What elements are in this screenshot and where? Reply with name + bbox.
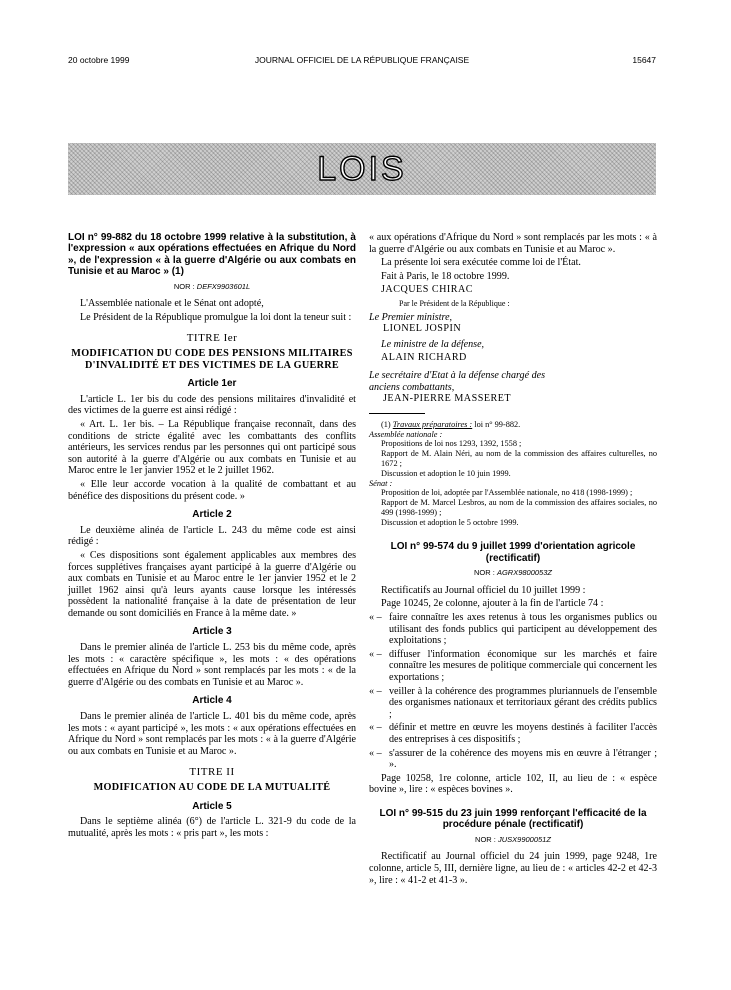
footnote-1-link[interactable]: Travaux préparatoires :: [392, 419, 473, 429]
law3-title: LOI n° 99-515 du 23 juin 1999 renforçant l'efficacité de la procédure pénale (rectificatif): [379, 807, 647, 831]
article-5-p1: Dans le septième alinéa (6°) de l'article L. 321-9 du code de la mutualité, après les mots : « pris part », les mots :: [68, 816, 356, 839]
law3-nor-label: NOR :: [475, 834, 496, 844]
law1-nor: [68, 281, 356, 293]
article-2-p2: « Ces dispositions sont également applicables aux membres des forces supplétives françaises ayant participé à la guerre d'Algérie ou aux combats en Tunisie et au Maroc entre le 1er janvier 1952 et le 2 juillet 1962 ainsi qu'à leurs ayants cause lorsque les intéressés possèdent la nationalité française à la date de présentation de leur demande ou sont domiciliés en France à la même date. »: [68, 549, 356, 619]
law2-p3: Page 10258, 1re colonne, article 102, II, au lieu de : « espèce bovine », lire : « espèces bovines ».: [369, 772, 657, 796]
signature-secretary-title: Le secrétaire d'Etat à la défense chargé des anciens combattants,: [369, 369, 546, 393]
titre-2-heading: MODIFICATION AU CODE DE LA MUTUALITÉ: [93, 782, 331, 793]
footnote-rule: [369, 413, 425, 414]
execution-clause: La présente loi sera exécutée comme loi de l'État.: [381, 257, 581, 269]
signature-par-label: Par le Président de la République :: [399, 298, 510, 308]
law2-nor-code: AGRX9800053Z: [496, 568, 552, 578]
law2-item-text: faire connaître les axes retenus à tous les organismes publics ou utilisant des fonds publics qui participent au développement des exploitations ;: [389, 612, 657, 647]
law1-title: LOI n° 99-882 du 18 octobre 1999 relative à la substitution, à l'expression « aux opérations effectuées en Afrique du Nord », de l'expression « à la guerre d'Algérie ou aux combats en Tunisie et au Maroc » (1): [68, 232, 356, 278]
signature-president: JACQUES CHIRAC: [381, 284, 473, 296]
law2-item-text: diffuser l'information économique sur les marchés et faire connaître les mesures de politique commerciale qui concernent les exportations ;: [389, 648, 657, 684]
signature-secretary-name: JEAN-PIERRE MASSERET: [383, 393, 512, 405]
law2-item-dash: « –: [369, 648, 382, 660]
footnote-1-rest: loi n° 99-882.: [474, 419, 521, 429]
signature-pm-name: LIONEL JOSPIN: [383, 323, 462, 335]
footnotes: [369, 420, 657, 528]
law1-nor-label: NOR :: [173, 281, 195, 291]
signature-defense-name: ALAIN RICHARD: [381, 352, 467, 364]
law3-nor-code: JUSX9900051Z: [497, 834, 551, 844]
law2-item: [369, 612, 657, 647]
law2-item: [369, 748, 657, 771]
footnote-senat-label: Sénat :: [369, 478, 393, 488]
footnote-senat-2: Rapport de M. Marcel Lesbros, au nom de la commission des affaires sociales, no 499 (1998-1999) ;: [381, 498, 657, 517]
titre-1-heading: MODIFICATION DU CODE DES PENSIONS MILITAIRES D'INVALIDITÉ ET DES VICTIMES DE LA GUERRE: [71, 348, 353, 371]
section-banner-title: LOIS: [317, 150, 407, 188]
law2-nor-label: NOR :: [474, 568, 495, 578]
footnote-senat-3: Discussion et adoption le 5 octobre 1999.: [381, 517, 519, 527]
law2-nor: [369, 567, 657, 579]
law3-p1: Rectificatif au Journal officiel du 24 juin 1999, page 9248, 1re colonne, article 5, III, dernière ligne, au lieu de : « articles 42-2 et 42-3 », lire : « 41-2 et 41-3 ».: [369, 851, 657, 886]
article-4-label: Article 4: [192, 695, 232, 707]
footnote-an-1: Propositions de loi nos 1293, 1392, 1558 ;: [381, 439, 522, 449]
section-banner: [68, 143, 656, 195]
law2-item-text: définir et mettre en œuvre les moyens destinés à faciliter l'accès des entreprises à ces dispositifs ;: [389, 722, 657, 746]
law1-intro-2: Le Président de la République promulgue la loi dont la teneur suit :: [80, 311, 352, 323]
article-4-p1: Dans le premier alinéa de l'article L. 401 bis du même code, après les mots : « ayant participé », les mots : « aux opérations effectuées en Afrique du Nord » sont remplacés par les mots : « à la guerre d'Algérie ou aux combats en Tunisie et au Maroc ».: [68, 711, 356, 757]
law2-title: LOI n° 99-574 du 9 juillet 1999 d'orientation agricole (rectificatif): [390, 541, 636, 564]
header-page-number: 15647: [632, 55, 656, 65]
law2-item: [369, 686, 657, 721]
signature-defense-title: Le ministre de la défense,: [381, 338, 485, 350]
footnote-an-2: Rapport de M. Alain Néri, au nom de la commission des affaires culturelles, no 1672 ;: [381, 449, 657, 468]
law2-item-dash: « –: [369, 747, 382, 759]
law2-item-dash: « –: [369, 612, 382, 624]
article-5-continuation: « aux opérations d'Afrique du Nord » sont remplacés par les mots : « à la guerre d'Algérie ou aux combats en Tunisie et au Maroc ».: [369, 232, 657, 255]
right-column: [369, 232, 657, 888]
footnote-1-prefix: (1): [381, 419, 391, 429]
article-1-p2: « Art. L. 1er bis. – La République française reconnaît, dans des conditions de stricte égalité avec les combattants des conflits antérieurs, les services rendus par les personnes qui ont participé sous son autorité à la guerre d'Algérie ou aux combats en Tunisie et au Maroc entre le 1er janvier 1952 et le 2 juillet 1962.: [68, 418, 356, 477]
header-journal-title: JOURNAL OFFICIEL DE LA RÉPUBLIQUE FRANÇAISE: [254, 55, 470, 65]
law2-p1: Rectificatifs au Journal officiel du 10 juillet 1999 :: [381, 584, 586, 596]
article-3-label: Article 3: [192, 626, 232, 638]
law2-item-text: veiller à la cohérence des programmes pluriannuels de l'ensemble des organismes nationaux et territoriaux gérant des crédits publics ;: [389, 685, 657, 720]
footnote-1: [369, 420, 657, 430]
article-2-p1: Le deuxième alinéa de l'article L. 243 du même code est ainsi rédigé :: [68, 524, 356, 548]
article-1-p3: « Elle leur accorde vocation à la qualité de combattant et au bénéfice des dispositions du présent code. »: [68, 478, 356, 502]
page-header: [68, 55, 656, 69]
law3-nor: [369, 834, 657, 846]
article-1-p1: L'article L. 1er bis du code des pensions militaires d'invalidité et des victimes de la guerre est ainsi rédigé :: [68, 393, 356, 417]
article-2-label: Article 2: [192, 509, 232, 521]
signature-pm-title: Le Premier ministre,: [369, 311, 453, 323]
titre-2-label: TITRE II: [189, 766, 235, 779]
footnote-an-label: Assemblée nationale :: [369, 429, 443, 439]
law2-p2: Page 10245, 2e colonne, ajouter à la fin de l'article 74 :: [381, 598, 604, 610]
article-1-label: Article 1er: [187, 378, 237, 390]
law2-item: [369, 649, 657, 684]
footnote-senat-1: Proposition de loi, adoptée par l'Assemblée nationale, no 418 (1998-1999) ;: [381, 488, 633, 498]
signing-place-date: Fait à Paris, le 18 octobre 1999.: [381, 270, 510, 282]
footnote-an-3: Discussion et adoption le 10 juin 1999.: [381, 468, 511, 478]
header-date: 20 octobre 1999: [68, 55, 130, 65]
titre-1-label: TITRE Ier: [186, 332, 238, 345]
law2-item: [369, 722, 657, 745]
article-3-p1: Dans le premier alinéa de l'article L. 253 bis du même code, après les mots : « caractère spécifique », les mots : « des opérations effectuées en Afrique du Nord » sont remplacés par les mots : « de la guerre d'Algérie ou des combats en Tunisie et au Maroc ».: [68, 642, 356, 688]
left-column: [68, 232, 356, 841]
law2-item-dash: « –: [369, 722, 382, 734]
law2-item-dash: « –: [369, 685, 382, 697]
law1-nor-code: DEFX9903601L: [196, 281, 251, 291]
law2-item-text: s'assurer de la cohérence des moyens mis en œuvre à l'étranger ; ».: [389, 747, 657, 771]
law1-intro-1: L'Assemblée nationale et le Sénat ont adopté,: [80, 298, 264, 310]
article-5-label: Article 5: [192, 800, 232, 812]
